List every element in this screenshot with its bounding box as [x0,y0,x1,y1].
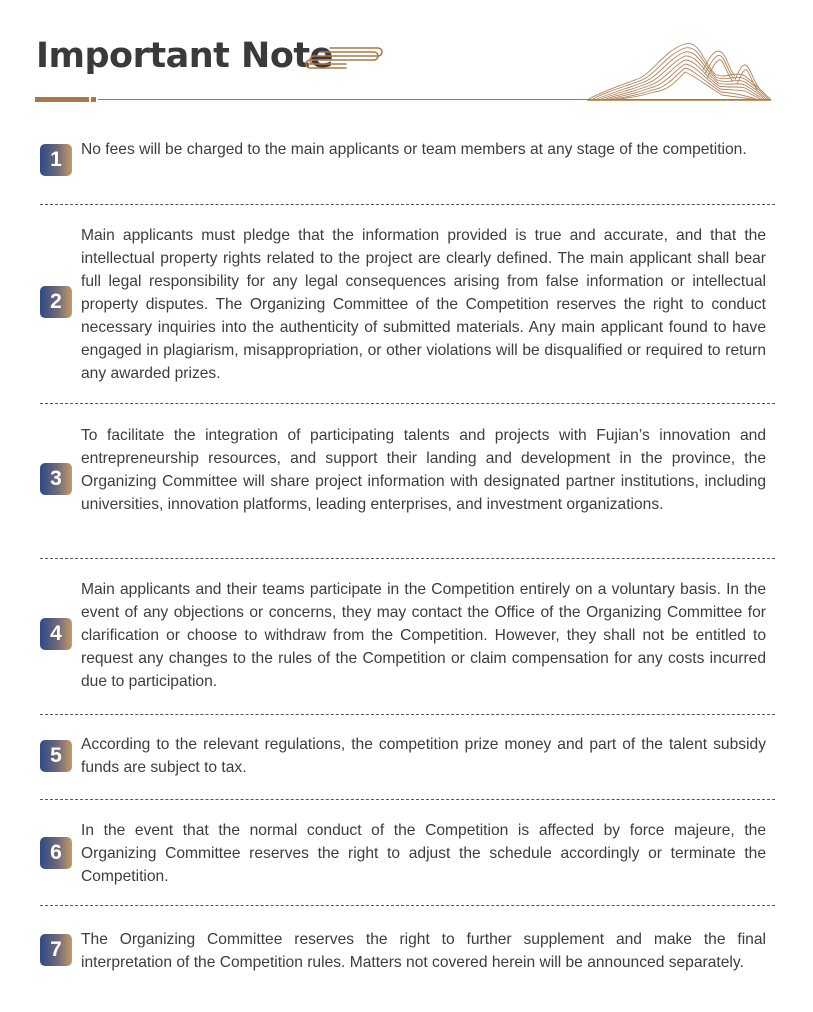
note-number-badge: 2 [40,286,72,318]
note-divider [40,403,775,404]
note-divider [40,905,775,906]
note-text: Main applicants must pledge that the information provided is true and accurate, and that the intellectual property rights related to the project are clearly defined. The main applicant shall bear full legal responsibility for any legal consequences arising from false information or intellectual property disputes. The Organizing Committee of the Competition reserves the right to conduct necessary inquiries into the authenticity of submitted materials. Any main applicant found to have engaged in plagiarism, misappropriation, or other violations will be disqualified or required to return any awarded prizes. [81,227,766,382]
note-number-badge: 1 [40,144,72,176]
page-title: Important Note [36,36,333,76]
mountain-illustration-icon [585,40,775,104]
note-number-badge: 3 [40,463,72,495]
note-text: According to the relevant regulations, the competition prize money and part of the talent subsidy funds are subject to tax. [81,736,766,776]
title-underline-dot [91,97,96,102]
title-underline-bar [35,97,89,102]
note-number-badge: 5 [40,740,72,772]
page-header [0,0,813,110]
title-underline-line [98,99,770,100]
note-text: To facilitate the integration of participating talents and projects with Fujian’s innovation and entrepreneurship resources, and support their landing and development in the province, the Organizing Committee will share project information with designated partner institutions, including universities, innovation platforms, leading enterprises, and investment organizations. [81,427,766,513]
scroll-ornament-icon [300,40,386,70]
note-number-badge: 7 [40,934,72,966]
note-divider [40,799,775,800]
note-text: In the event that the normal conduct of the Competition is affected by force majeure, the Organizing Committee reserves the right to adjust the schedule accordingly or terminate the Competition. [81,822,766,885]
note-text: Main applicants and their teams participate in the Competition entirely on a voluntary basis. In the event of any objections or concerns, they may contact the Office of the Organizing Committee for clarification or choose to withdraw from the Competition. However, they shall not be entitled to request any changes to the rules of the Competition or claim compensation for any costs incurred due to participation. [81,581,766,690]
note-number-badge: 6 [40,837,72,869]
note-divider [40,204,775,205]
note-text: No fees will be charged to the main applicants or team members at any stage of the competition. [81,141,747,158]
note-divider [40,558,775,559]
note-number-badge: 4 [40,618,72,650]
note-divider [40,714,775,715]
note-text: The Organizing Committee reserves the right to further supplement and make the final interpretation of the Competition rules. Matters not covered herein will be announced separately. [81,931,766,971]
